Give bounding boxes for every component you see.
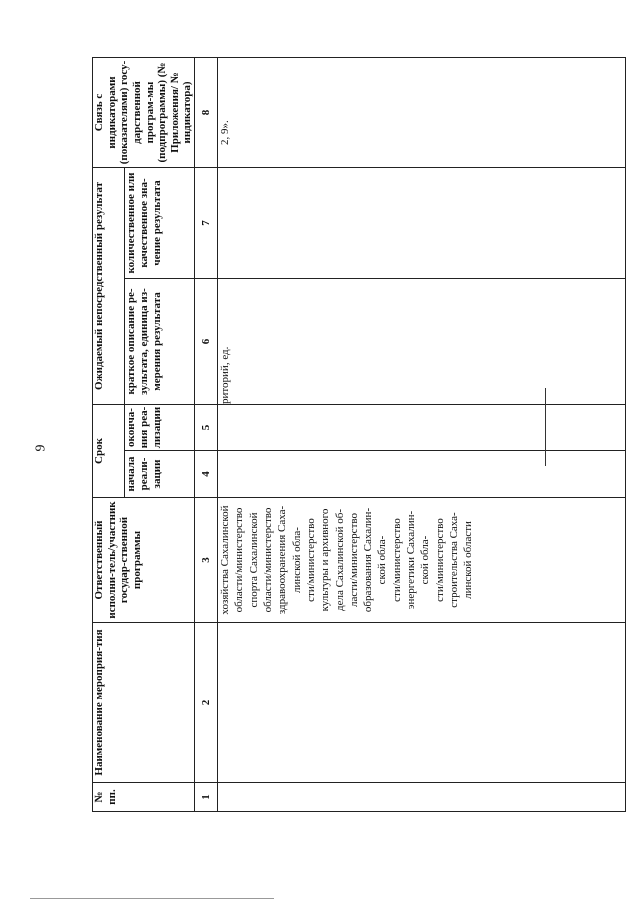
- cell-executor: [218, 498, 626, 623]
- executor-line: области/министерство: [262, 507, 275, 613]
- executor-line: линской области: [462, 521, 475, 599]
- executor-line: строительства Саха-: [447, 512, 460, 608]
- margin-mark-line: [545, 388, 546, 466]
- executor-line: культуры и архивного: [319, 508, 332, 612]
- cell-activity-name: [218, 623, 626, 783]
- executor-line: сти/министерство: [433, 518, 446, 602]
- header-term: Срок: [93, 405, 125, 498]
- executor-line: ской обла-: [376, 535, 389, 585]
- executor-line: области/министерство: [233, 507, 246, 613]
- page-number: 9: [33, 444, 49, 452]
- executor-line: хозяйства Сахалинской: [219, 505, 232, 615]
- activities-table: [92, 57, 626, 812]
- executor-line: спорта Сахалинской: [247, 512, 260, 608]
- header-row-1: [93, 58, 125, 812]
- column-number: 8: [195, 58, 218, 168]
- executor-line: сти/министерство: [390, 518, 403, 602]
- header-no: № пп.: [93, 783, 195, 812]
- column-number-row: [195, 58, 218, 812]
- executor-line: линской обла-: [290, 527, 303, 593]
- table-row: [218, 58, 626, 812]
- executor-line: образования Сахалин-: [362, 507, 375, 613]
- bottom-scan-line: [30, 898, 274, 899]
- header-executor: Ответственный исполни-тель/участник государ-ственной программы: [93, 498, 195, 623]
- header-activity-name: Наименование мероприя-тия: [93, 623, 195, 783]
- column-number: 6: [195, 279, 218, 405]
- executor-line: сти/министерство: [304, 518, 317, 602]
- executor-line: ской обла-: [419, 535, 432, 585]
- header-indicator-link: Связь с индикаторами (показателями) госу-дарственной програм-мы (подпрограммы) (№ Приложения/ № индикатора): [93, 58, 195, 168]
- column-number: 4: [195, 451, 218, 498]
- column-number: 3: [195, 498, 218, 623]
- header-term-start: начала реали-зации: [124, 451, 195, 498]
- column-number: 2: [195, 623, 218, 783]
- column-number: 7: [195, 168, 218, 279]
- column-number: 5: [195, 405, 218, 451]
- executor-line: дела Сахалинской об-: [333, 509, 346, 611]
- header-expected-result: Ожидаемый непосредственный результат: [93, 168, 125, 405]
- executor-line: ласти/министерство: [347, 513, 360, 608]
- cell-result-value: [218, 168, 626, 279]
- header-result-description: краткое описание ре-зультата, единица из-мерения результата: [124, 279, 195, 405]
- cell-indicator-link: 2, 9».: [218, 58, 626, 168]
- cell-term-end: [218, 405, 626, 451]
- rotated-table-wrapper: [92, 58, 614, 812]
- column-number: 1: [195, 783, 218, 812]
- executor-line: здравоохранения Саха-: [276, 505, 289, 615]
- executor-line: энергетики Сахалин-: [404, 510, 417, 610]
- header-term-end: оконча-ния реа-лизации: [124, 405, 195, 451]
- cell-result-description: риторий, ед.: [218, 279, 626, 405]
- header-result-value: количественное или качественное зна-чение результата: [124, 168, 195, 279]
- cell-term-start: [218, 451, 626, 498]
- cell-no: [218, 783, 626, 812]
